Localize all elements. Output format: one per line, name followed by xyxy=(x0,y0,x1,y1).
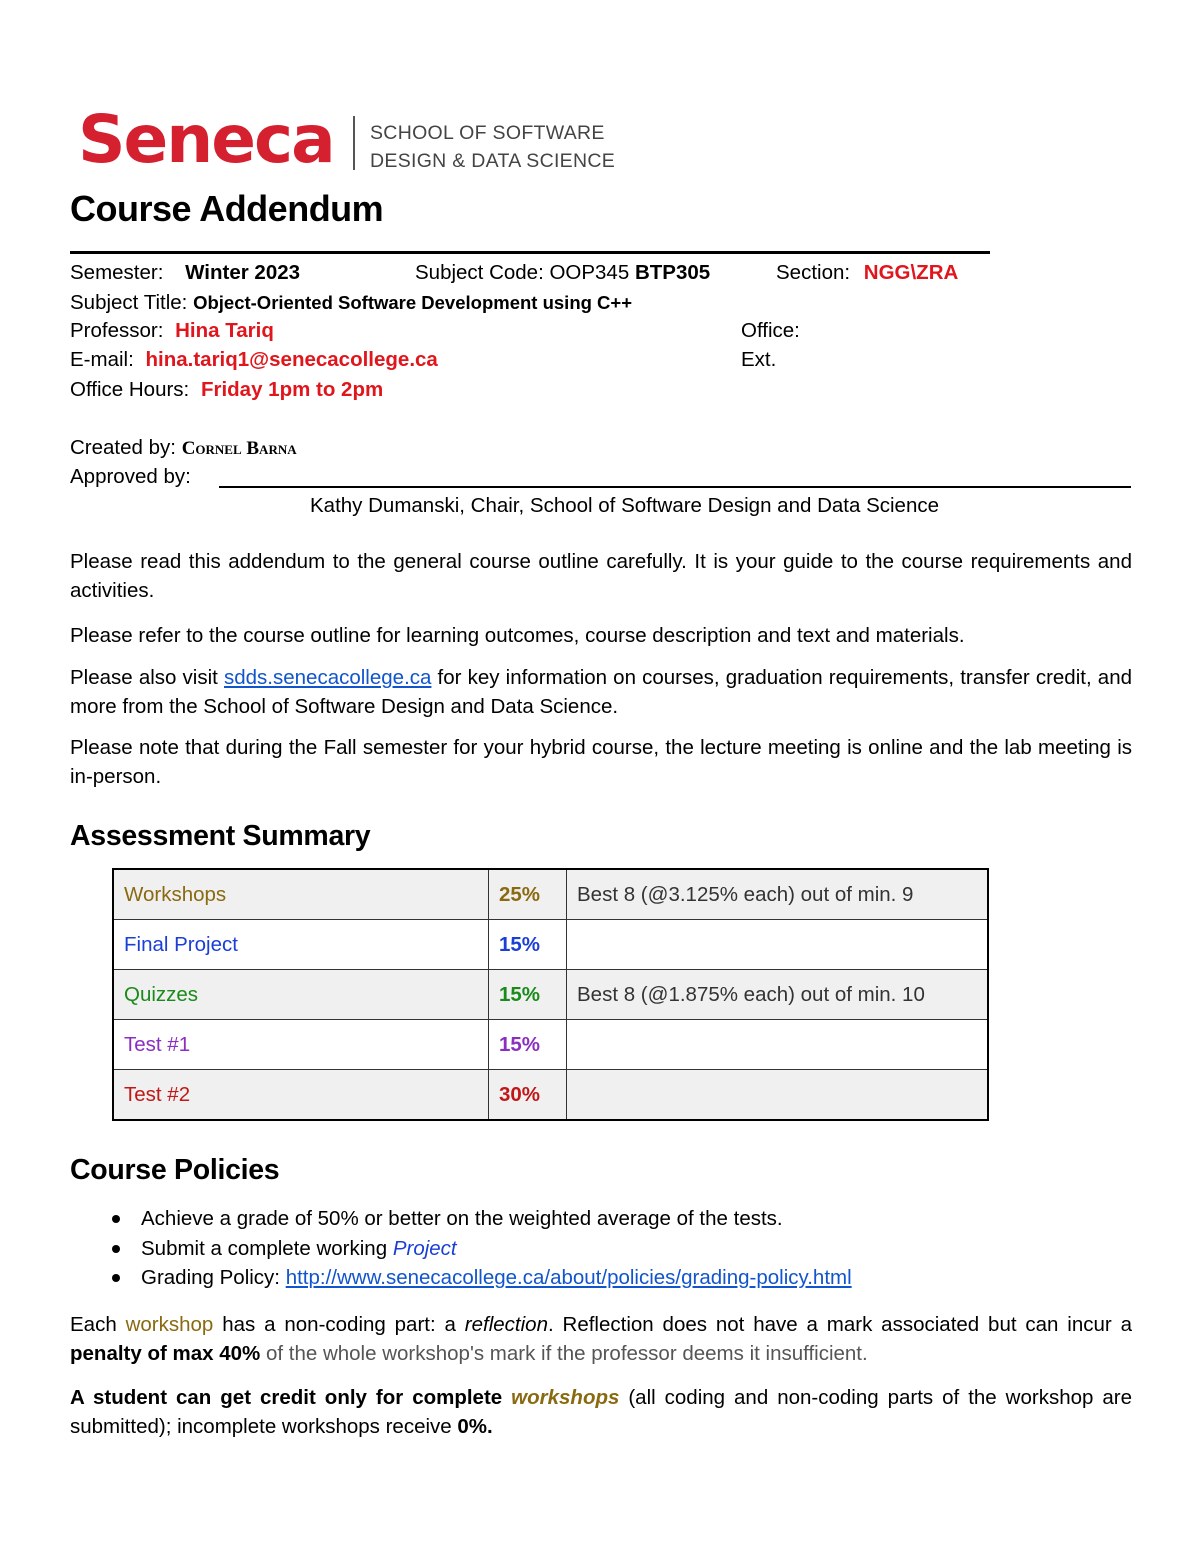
created-by-label: Created by: xyxy=(70,436,176,459)
email-row xyxy=(70,346,438,374)
subject-title-value: Object-Oriented Software Development using C++ xyxy=(193,292,633,313)
assessment-name: Test #1 xyxy=(113,1020,489,1070)
assessment-name: Workshops xyxy=(113,869,489,920)
subject-title-label: Subject Title: xyxy=(70,291,188,314)
paragraph-sdds-after: for key information on courses, graduation requirements, transfer credit, and more from the School of Software Design and Data Science. xyxy=(70,666,1132,718)
paragraph-course-outline: Please refer to the course outline for learning outcomes, course description and text and materials. xyxy=(70,624,965,647)
workshop-word: workshop xyxy=(125,1313,214,1336)
policy-project-emphasis: Project xyxy=(392,1236,457,1260)
table-row xyxy=(113,920,988,970)
course-policies-heading: Course Policies xyxy=(70,1154,280,1186)
policy-item xyxy=(70,1204,852,1234)
paragraph-workshop-reflection xyxy=(70,1310,1132,1368)
title-divider xyxy=(70,251,990,254)
approver-name: Kathy Dumanski, Chair, School of Software Design and Data Science xyxy=(310,494,939,517)
ext-label: Ext. xyxy=(741,348,777,371)
table-row xyxy=(113,1070,988,1121)
policy-item xyxy=(70,1263,852,1293)
sdds-link[interactable]: sdds.senecacollege.ca xyxy=(224,666,432,689)
semester-row xyxy=(70,259,300,287)
assessment-name: Test #2 xyxy=(113,1070,489,1121)
semester-value: Winter 2023 xyxy=(185,261,301,284)
grading-policy-link[interactable]: http://www.senecacollege.ca/about/policies/grading-policy.html xyxy=(285,1266,852,1289)
assessment-table xyxy=(112,868,989,1121)
credit-zero-percent: 0% xyxy=(457,1415,488,1438)
approved-by-label: Approved by: xyxy=(70,465,191,488)
office-hours-row xyxy=(70,376,383,404)
reflection-word: reflection xyxy=(464,1313,548,1336)
bullet-icon xyxy=(112,1215,120,1223)
created-by-row xyxy=(70,434,297,463)
assessment-weight: 15% xyxy=(489,920,567,970)
assessment-weight: 30% xyxy=(489,1070,567,1121)
workshop-text-4: of the whole workshop's mark if the professor deems it insufficient. xyxy=(260,1342,868,1365)
professor-row xyxy=(70,317,274,345)
assessment-note xyxy=(567,920,989,970)
assessment-weight: 25% xyxy=(489,869,567,920)
credit-text-2: (all coding and non-coding parts of the workshop are submitted); incomplete workshops receive xyxy=(70,1386,1133,1438)
paragraph-hybrid-note: Please note that during the Fall semester for your hybrid course, the lecture meeting is online and the lab meeting is in-person. xyxy=(70,736,1132,788)
workshop-text-1: Each xyxy=(70,1313,126,1336)
bullet-icon xyxy=(112,1274,120,1282)
assessment-weight: 15% xyxy=(489,1020,567,1070)
assessment-note xyxy=(567,1070,989,1121)
office-label: Office: xyxy=(741,319,800,342)
paragraph-sdds-before: Please also visit xyxy=(70,666,224,689)
policy-item xyxy=(70,1234,852,1264)
bullet-icon xyxy=(112,1245,120,1253)
professor-label: Professor: xyxy=(70,319,164,342)
table-row xyxy=(113,970,988,1020)
email-label: E-mail: xyxy=(70,348,134,371)
assessment-note xyxy=(567,1020,989,1070)
assessment-summary-heading: Assessment Summary xyxy=(70,820,371,852)
section-value: NGG\ZRA xyxy=(863,261,959,284)
section-label: Section: xyxy=(776,261,851,284)
paragraph-sdds-info xyxy=(70,663,1132,721)
policy-project-before: Submit a complete working xyxy=(141,1236,393,1260)
table-row xyxy=(113,869,988,920)
workshop-text-3: . Reflection does not have a mark associated but can incur a xyxy=(547,1313,1132,1336)
logo-school-line1: SCHOOL OF SOFTWARE xyxy=(370,122,605,144)
professor-value: Hina Tariq xyxy=(175,319,274,342)
assessment-name: Final Project xyxy=(113,920,489,970)
office-hours-value: Friday 1pm to 2pm xyxy=(200,378,384,401)
assessment-name: Quizzes xyxy=(113,970,489,1020)
document-title: Course Addendum xyxy=(70,188,384,229)
logo-school-name xyxy=(370,119,615,175)
paragraph-credit-rule xyxy=(70,1383,1132,1441)
subject-code-label: Subject Code: OOP345 xyxy=(415,261,630,284)
table-row xyxy=(113,1020,988,1070)
subject-title-row xyxy=(70,289,632,317)
created-by-value: Cornel Barna xyxy=(181,438,297,459)
penalty-text: penalty of max 40% xyxy=(70,1342,261,1365)
approval-signature-line xyxy=(219,486,1131,488)
credit-text-3: . xyxy=(487,1415,493,1438)
paragraph-read-addendum: Please read this addendum to the general course outline carefully. It is your guide to the course requirements and activities. xyxy=(70,550,1132,602)
semester-label: Semester: xyxy=(70,261,164,284)
seneca-logo-wordmark: Seneca xyxy=(78,101,334,178)
workshop-text-2: has a non-coding part: a xyxy=(213,1313,465,1336)
policies-list xyxy=(70,1204,852,1293)
policy-grading-label: Grading Policy: xyxy=(141,1266,286,1289)
credit-workshops-word: workshops xyxy=(511,1386,620,1409)
section-row xyxy=(776,259,958,287)
subject-code-alt: BTP305 xyxy=(634,261,711,284)
office-hours-label: Office Hours: xyxy=(70,378,190,401)
policy-grade-requirement: Achieve a grade of 50% or better on the weighted average of the tests. xyxy=(141,1207,783,1230)
logo-school-line2: DESIGN & DATA SCIENCE xyxy=(370,150,616,172)
subject-code-row xyxy=(415,259,710,287)
logo-divider xyxy=(353,116,355,170)
assessment-note: Best 8 (@3.125% each) out of min. 9 xyxy=(567,869,989,920)
email-value[interactable]: hina.tariq1@senecacollege.ca xyxy=(145,348,438,371)
credit-text-1: A student can get credit only for complete xyxy=(70,1386,512,1409)
assessment-note: Best 8 (@1.875% each) out of min. 10 xyxy=(567,970,989,1020)
assessment-weight: 15% xyxy=(489,970,567,1020)
